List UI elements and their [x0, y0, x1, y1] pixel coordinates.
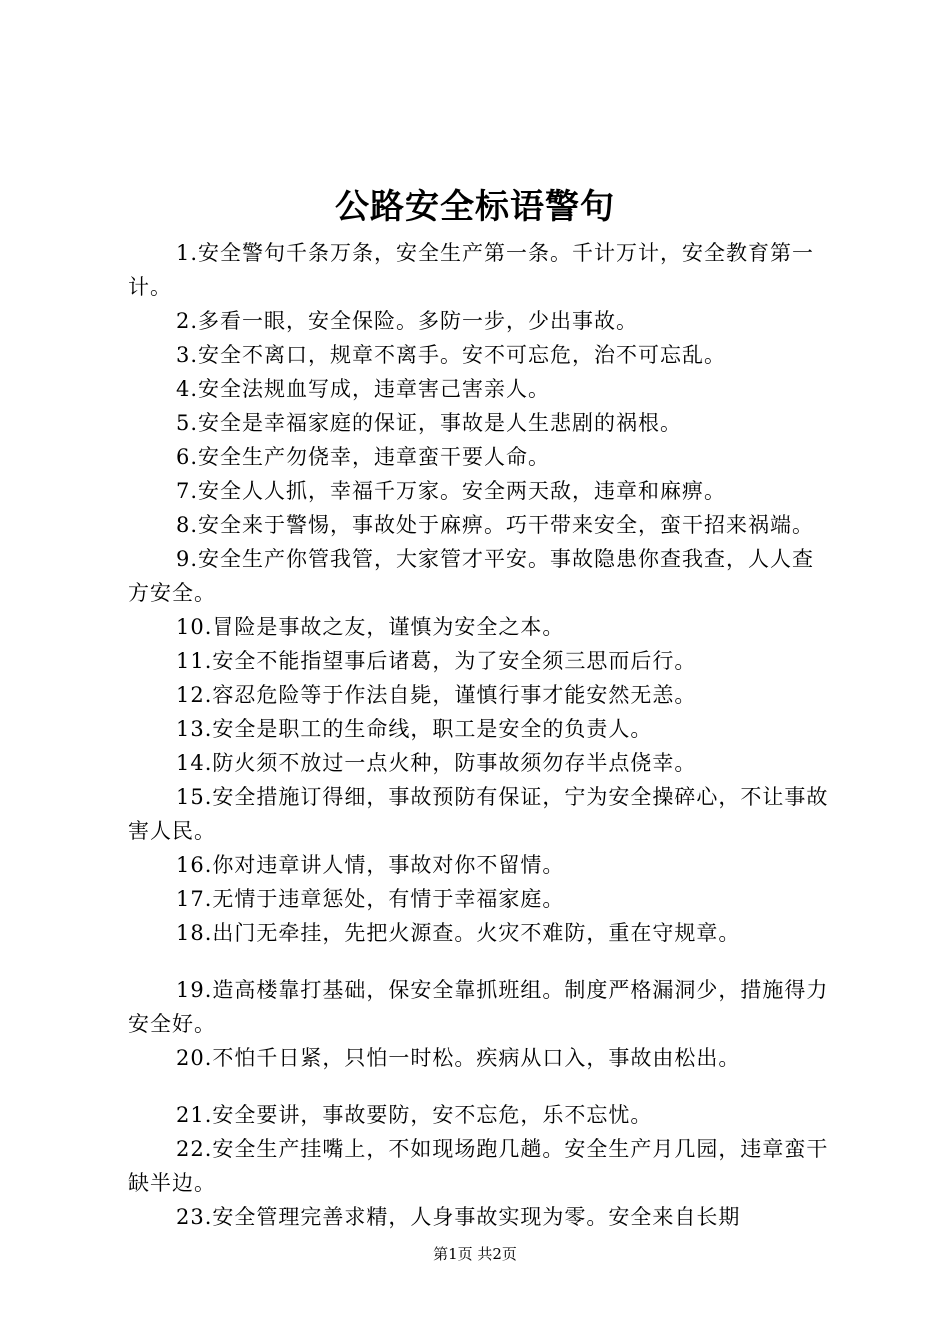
paragraph-5: 5.安全是幸福家庭的保证，事故是人生悲剧的祸根。	[176, 411, 683, 435]
paragraph-9: 9.安全生产你管我管，大家管才平安。事故隐患你查我查，人人查方安全。	[128, 547, 815, 605]
paragraph-16: 16.你对违章讲人情，事故对你不留情。	[176, 853, 565, 877]
paragraph-15: 15.安全措施订得细，事故预防有保证，宁为安全操碎心，不让事故害人民。	[128, 785, 829, 843]
paragraph-22: 22.安全生产挂嘴上，不如现场跑几趟。安全生产月几园，违章蛮干缺半边。	[128, 1137, 829, 1195]
paragraph-10: 10.冒险是事故之友，谨慎为安全之本。	[176, 615, 565, 639]
paragraph-1: 1.安全警句千条万条，安全生产第一条。千计万计，安全教育第一计。	[128, 241, 815, 299]
page-title: 公路安全标语警句	[335, 187, 615, 227]
paragraph-8: 8.安全来于警惕，事故处于麻痹。巧干带来安全，蛮干招来祸端。	[176, 513, 815, 537]
paragraph-12: 12.容忍危险等于作法自毙，谨慎行事才能安然无恙。	[176, 683, 697, 707]
paragraph-6: 6.安全生产勿侥幸，违章蛮干要人命。	[176, 445, 551, 469]
paragraph-4: 4.安全法规血写成，违章害己害亲人。	[176, 377, 551, 401]
page-footer: 第1页 共2页	[433, 1245, 517, 1263]
paragraph-14: 14.防火须不放过一点火种，防事故须勿存半点侥幸。	[176, 751, 697, 775]
paragraph-7: 7.安全人人抓，幸福千万家。安全两天敌，违章和麻痹。	[176, 479, 727, 503]
document-body	[128, 236, 834, 1234]
paragraph-21: 21.安全要讲，事故要防，安不忘危，乐不忘忧。	[176, 1103, 653, 1127]
paragraph-19: 19.造高楼靠打基础，保安全靠抓班组。制度严格漏洞少，措施得力安全好。	[128, 978, 829, 1036]
paragraph-2: 2.多看一眼，安全保险。多防一步，少出事故。	[176, 309, 639, 333]
paragraph-11: 11.安全不能指望事后诸葛，为了安全须三思而后行。	[176, 649, 697, 673]
paragraph-23: 23.安全管理完善求精，人身事故实现为零。安全来自长期	[176, 1205, 741, 1229]
paragraph-20: 20.不怕千日紧，只怕一时松。疾病从口入，事故由松出。	[176, 1046, 741, 1070]
paragraph-17: 17.无情于违章惩处，有情于幸福家庭。	[176, 887, 565, 911]
paragraph-3: 3.安全不离口，规章不离手。安不可忘危，治不可忘乱。	[176, 343, 727, 367]
paragraph-13: 13.安全是职工的生命线，职工是安全的负责人。	[176, 717, 653, 741]
paragraph-18: 18.出门无牵挂，先把火源查。火灾不难防，重在守规章。	[176, 921, 741, 945]
